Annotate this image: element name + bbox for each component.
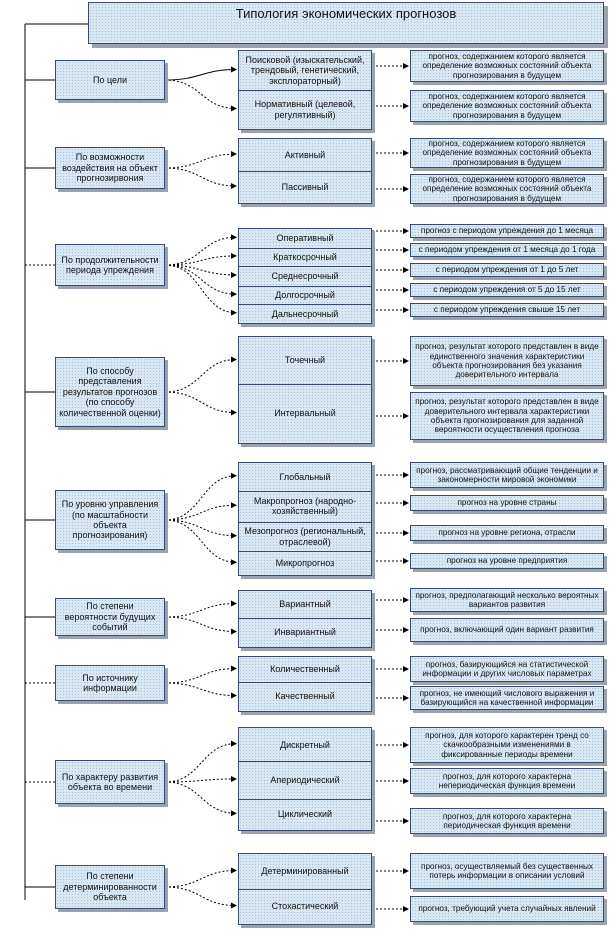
type-label: Дискретный <box>280 739 330 750</box>
type-label: Инвариантный <box>274 627 336 638</box>
connector-line <box>165 392 236 413</box>
type-group <box>238 462 372 576</box>
connector-line <box>165 779 236 782</box>
connector-line <box>165 256 236 265</box>
criterion-box: По характеру развития объекта во времени <box>55 760 165 804</box>
criterion-box: По способу представления результатов прогнозов (по способу количественной оценки) <box>55 357 165 427</box>
criterion-box: По продолжительности периода упреждения <box>55 244 165 286</box>
diagram-title: Типология экономических прогнозов <box>88 2 604 44</box>
definition-box: прогноз, базирующийся на статистической информации и других числовых параметрах <box>410 656 604 682</box>
definition-box: с периодом упреждения свыше 15 лет <box>410 303 604 317</box>
type-group <box>238 138 372 204</box>
type-label: Качественный <box>275 691 335 702</box>
definition-box: прогноз, содержанием которого является определение возможных состояний объекта прогнозирования в будущем <box>410 174 604 204</box>
connector-line <box>165 154 236 168</box>
type-label: Оперативный <box>276 233 334 244</box>
type-label: Дальнесрочный <box>271 308 339 319</box>
definition-box: прогноз, результат которого представлен в виде единственного значения характеристики объекта прогнозирования без указания доверительного интервала <box>410 336 604 386</box>
type-group <box>238 336 372 444</box>
type-label: Глобальный <box>279 471 331 482</box>
definition-box: прогноз, результат которого представлен в виде доверительного интервала характеристики объекта прогнозирования для заданной вероятности осуществления прогноза <box>410 392 604 440</box>
type-label: Макропрогноз (народно-хозяйственный) <box>253 495 357 517</box>
definition-box: прогноз, для которого характерна непериодическая функция времени <box>410 768 604 794</box>
criterion-box: По источнику информации <box>55 665 165 701</box>
connector-line <box>165 360 236 392</box>
definition-box: прогноз, содержанием которого является определение возможных состояний объекта прогнозирования в будущем <box>410 90 604 122</box>
definition-box: прогноз, требующий учета случайных явлений <box>410 896 604 922</box>
connector-line <box>165 265 236 313</box>
type-label: Среднесрочный <box>271 270 339 281</box>
type-label: Нормативный (целевой, регулятивный) <box>254 99 356 120</box>
type-label: Долгосрочный <box>275 289 335 300</box>
type-label: Интервальный <box>274 408 336 419</box>
type-label: Точечный <box>284 355 326 366</box>
type-label: Стохастический <box>271 901 339 912</box>
type-group <box>238 50 372 130</box>
criterion-box: По степени вероятности будущих событий <box>55 598 165 636</box>
criterion-box: По цели <box>55 60 165 100</box>
type-label: Детерминированный <box>261 866 349 877</box>
type-group <box>238 656 372 712</box>
definition-box: прогноз на уровне предприятия <box>410 553 604 569</box>
connector-line <box>165 237 236 265</box>
definition-box: прогноз на уровне страны <box>410 495 604 511</box>
criterion-box: По степени детерминированности объекта <box>55 865 165 909</box>
type-label: Краткосрочный <box>273 251 337 262</box>
type-label: Циклический <box>277 809 333 820</box>
type-label: Мезопрогноз (региональный, отраслевой) <box>244 526 366 547</box>
type-label: Активный <box>284 149 326 160</box>
definition-box: прогноз, содержанием которого является определение возможных состояний объекта прогнозирования в будущем <box>410 50 604 82</box>
type-group <box>238 228 372 324</box>
definition-box: с периодом упреждения от 1 до 5 лет <box>410 263 604 277</box>
definition-box: с периодом упреждения от 1 месяца до 1 года <box>410 243 604 257</box>
connector-line <box>165 669 236 683</box>
connector-line <box>165 265 236 275</box>
definition-box: с периодом упреждения от 5 до 15 лет <box>410 283 604 297</box>
connector-line <box>165 887 236 906</box>
type-label: Количественный <box>270 664 340 675</box>
connector-line <box>165 520 236 562</box>
definition-box: прогноз на уровне региона, отрасли <box>410 525 604 541</box>
connector-line <box>165 683 236 696</box>
connector-line <box>165 744 236 782</box>
criterion-box: По возможности воздействия на объект прогнозирвония <box>55 147 165 189</box>
connector-line <box>165 782 236 813</box>
connector-line <box>165 168 236 186</box>
connector-line <box>165 265 236 294</box>
definition-box: прогноз, рассматривающий общие тенденции и закономерности мировой экономики <box>410 462 604 488</box>
connector-line <box>165 871 236 888</box>
definition-box: прогноз, для которого характерен тренд со скачкообразными изменениями в фиксированные периоды времени <box>410 727 604 763</box>
definition-box: прогноз, не имеющий числового выражения и базирующийся на качественной информации <box>410 686 604 710</box>
type-label: Вариантный <box>279 599 331 610</box>
type-group <box>238 853 372 925</box>
criterion-box: По уровню управления (по масштабности объекта прогнозирования) <box>55 490 165 550</box>
type-label: Пассивный <box>281 181 329 192</box>
definition-box: прогноз с периодом упреждения до 1 месяца <box>410 224 604 238</box>
connector-line <box>165 80 236 109</box>
definition-box: прогноз, осуществляемый без существенных потерь информации в описании условий <box>410 853 604 889</box>
connector-line <box>165 520 236 536</box>
type-group <box>238 590 372 648</box>
type-label: Апериодический <box>270 774 340 785</box>
connector-line <box>165 505 236 520</box>
definition-box: прогноз, для которого характерна периодическая функция времени <box>410 808 604 834</box>
type-group <box>238 727 372 831</box>
connector-line <box>165 604 236 617</box>
connector-line <box>165 70 236 81</box>
connector-line <box>165 617 236 632</box>
definition-box: прогноз, включающий один вариант развития <box>410 618 604 642</box>
type-label: Микропрогноз <box>275 558 335 569</box>
type-label: Поисковой (изыскательский, трендовый, генетический, эксплораторный) <box>245 54 365 86</box>
definition-box: прогноз, предполагающий несколько вероятных вариантов развития <box>410 588 604 612</box>
definition-box: прогноз, содержанием которого является определение возможных состояний объекта прогнозирования в будущем <box>410 138 604 168</box>
